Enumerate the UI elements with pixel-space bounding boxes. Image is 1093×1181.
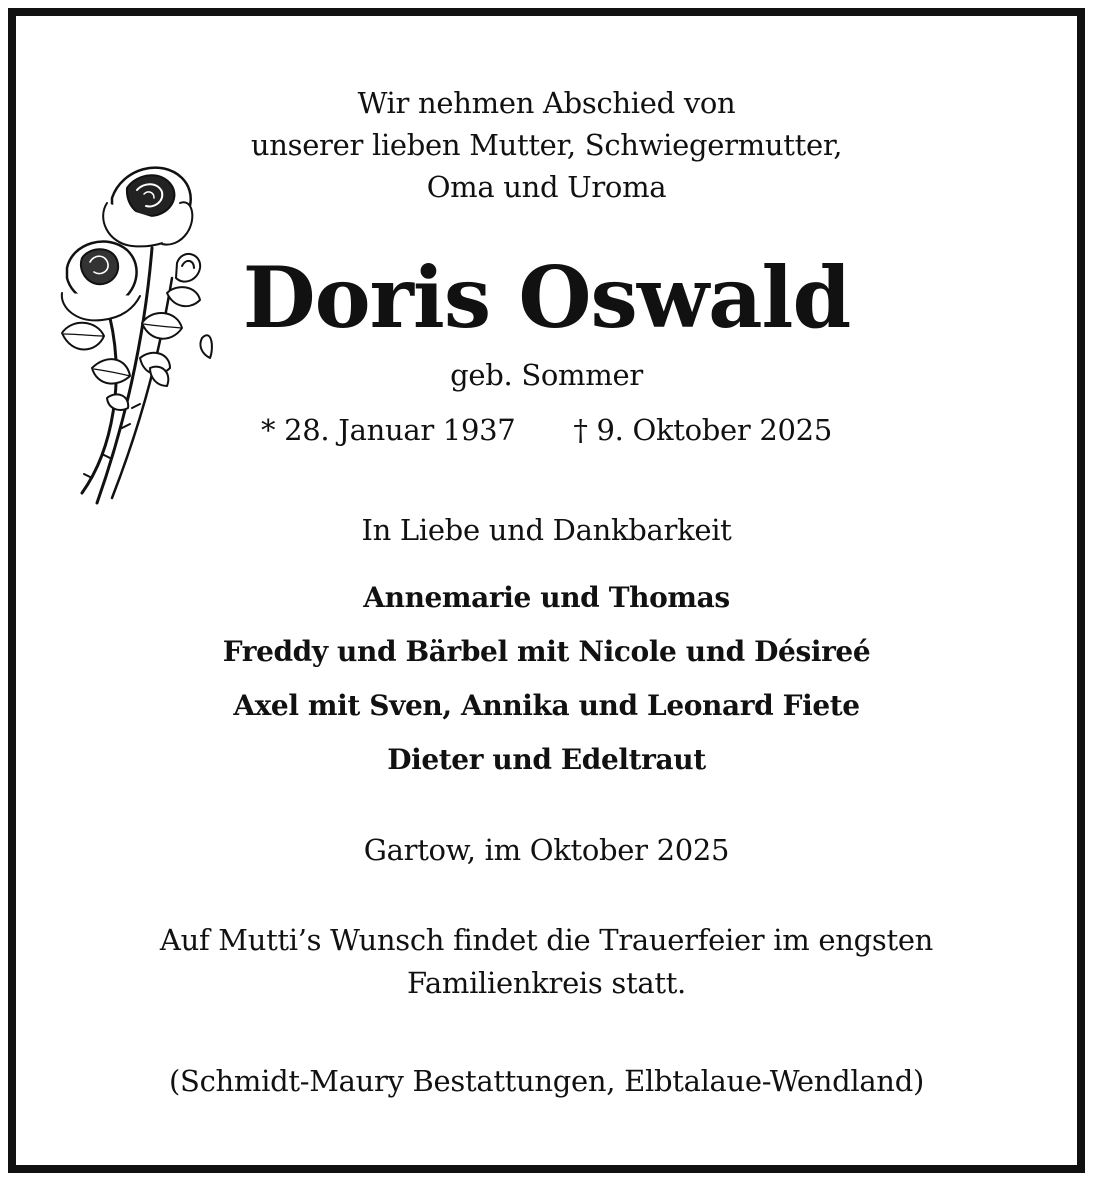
mourner-line: Axel mit Sven, Annika und Leonard Fiete bbox=[233, 689, 860, 722]
notice-line-1: Auf Mutti’s Wunsch findet die Trauerfeier im engsten bbox=[159, 923, 934, 957]
intro-line-3: Oma und Uroma bbox=[426, 170, 667, 204]
notice-line-2: Familienkreis statt. bbox=[407, 966, 686, 1000]
mourner-line: Annemarie und Thomas bbox=[363, 581, 730, 614]
mourner-line: Dieter und Edeltraut bbox=[387, 743, 706, 776]
death-date: † 9. Oktober 2025 bbox=[573, 413, 832, 447]
place-date: Gartow, im Oktober 2025 bbox=[363, 833, 730, 867]
intro-line-1: Wir nehmen Abschied von bbox=[357, 86, 736, 120]
mourner-line: Freddy und Bärbel mit Nicole und Désireé bbox=[222, 635, 871, 668]
deceased-name: Doris Oswald bbox=[242, 248, 851, 347]
undertaker: (Schmidt-Maury Bestattungen, Elbtalaue-Wendland) bbox=[169, 1064, 924, 1098]
maiden-name: geb. Sommer bbox=[450, 358, 643, 392]
intro-line-2: unserer lieben Mutter, Schwiegermutter, bbox=[250, 128, 843, 162]
life-dates bbox=[0, 410, 1093, 450]
birth-date: * 28. Januar 1937 bbox=[261, 413, 516, 447]
dedication: In Liebe und Dankbarkeit bbox=[361, 513, 732, 547]
